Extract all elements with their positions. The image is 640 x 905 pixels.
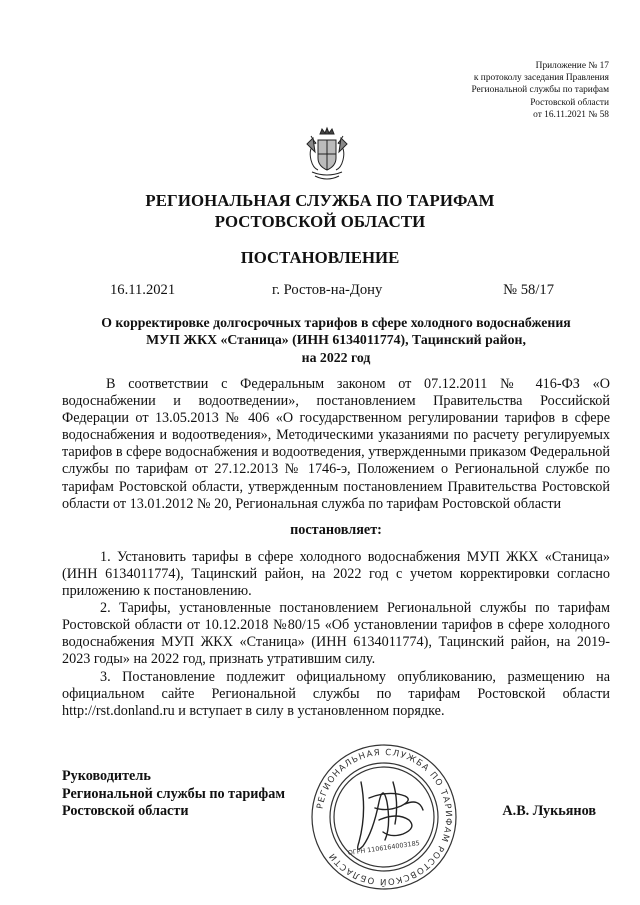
coat-of-arms-icon bbox=[303, 126, 351, 184]
signatory-title-line: Ростовской области bbox=[62, 803, 189, 819]
signature-block bbox=[62, 768, 610, 821]
subject-line: МУП ЖКХ «Станица» (ИНН 6134011774), Тацинский район, bbox=[146, 332, 526, 348]
appendix-line: от 16.11.2021 № 58 bbox=[533, 109, 609, 120]
subject-line: О корректировке долгосрочных тарифов в сфере холодного водоснабжения bbox=[101, 315, 571, 330]
decree-number: № 58/17 bbox=[503, 282, 554, 298]
signatory-title-line: Региональной службы по тарифам bbox=[62, 785, 286, 802]
decree-body bbox=[62, 376, 610, 720]
preamble-paragraph: В соответствии с Федеральным законом от 07.12.2011 № 416-ФЗ «О водоснабжении и водоотведении», постановлением Правительства Российской Федерации от 13.05.2013 № 406 «О государственном регулировании тарифов в сфере водоснабжения и водоотведения», Методическими указаниями по расчету регулируемых тарифов в сфере водоснабжения и водоотведения, утвержденными приказом Федеральной службы по тарифам от 27.12.2013 № 1746-э, Положением о Региональной службе по тарифам Ростовской области, утвержденным постановлением Правительства Ростовской области от 13.01.2012 № 20, Региональная служба по тарифам Ростовской области bbox=[62, 376, 610, 512]
decree-item: 3. Постановление подлежит официальному опубликованию, размещению на официальном сайте Региональной службы по тарифам Ростовской области http://rst.donland.ru и вступает в силу в установленном порядке. bbox=[62, 668, 610, 719]
organization-title-line: РЕГИОНАЛЬНАЯ СЛУЖБА ПО ТАРИФАМ bbox=[145, 191, 495, 210]
decree-city: г. Ростов-на-Дону bbox=[272, 282, 383, 298]
organization-title bbox=[0, 190, 640, 232]
decrees-heading: постановляет: bbox=[290, 521, 382, 538]
stamp-inner-text: ОГРН 1106164003185 bbox=[347, 839, 421, 858]
signatory-title-line: Руководитель bbox=[62, 768, 151, 784]
stamp-ring-text: РЕГИОНАЛЬНАЯ СЛУЖБА ПО ТАРИФАМ РОСТОВСКОЙ ОБЛАСТИ bbox=[315, 747, 454, 887]
decree-title: ПОСТАНОВЛЕНИЕ bbox=[240, 248, 400, 267]
decree-subject bbox=[40, 314, 632, 366]
appendix-line: к протоколу заседания Правления bbox=[473, 73, 609, 84]
appendix-line: Региональной службы по тарифам bbox=[471, 85, 609, 96]
signatory-name: А.В. Лукьянов bbox=[502, 803, 596, 819]
appendix-note bbox=[409, 60, 609, 121]
organization-title-line: РОСТОВСКОЙ ОБЛАСТИ bbox=[214, 212, 426, 231]
appendix-line: Ростовской области bbox=[530, 97, 609, 108]
subject-line: на 2022 год bbox=[301, 349, 371, 365]
decree-item: 1. Установить тарифы в сфере холодного водоснабжения МУП ЖКХ «Станица» (ИНН 6134011774), Тацинский район, на 2022 год с учетом корректировки согласно приложению к постановлению. bbox=[62, 548, 610, 600]
appendix-line: Приложение № 17 bbox=[535, 61, 609, 71]
date-line bbox=[62, 280, 610, 300]
decree-date: 16.11.2021 bbox=[110, 282, 176, 298]
decree-item: 2. Тарифы, установленные постановлением Региональной службы по тарифам Ростовской области от 10.12.2018 №80/15 «Об установлении тарифов в сфере холодного водоснабжения МУП ЖКХ «Станица» (ИНН 6134011774), Тацинский район, на 2019-2023 годы» на 2022 год, признать утратившим силу. bbox=[62, 600, 610, 668]
